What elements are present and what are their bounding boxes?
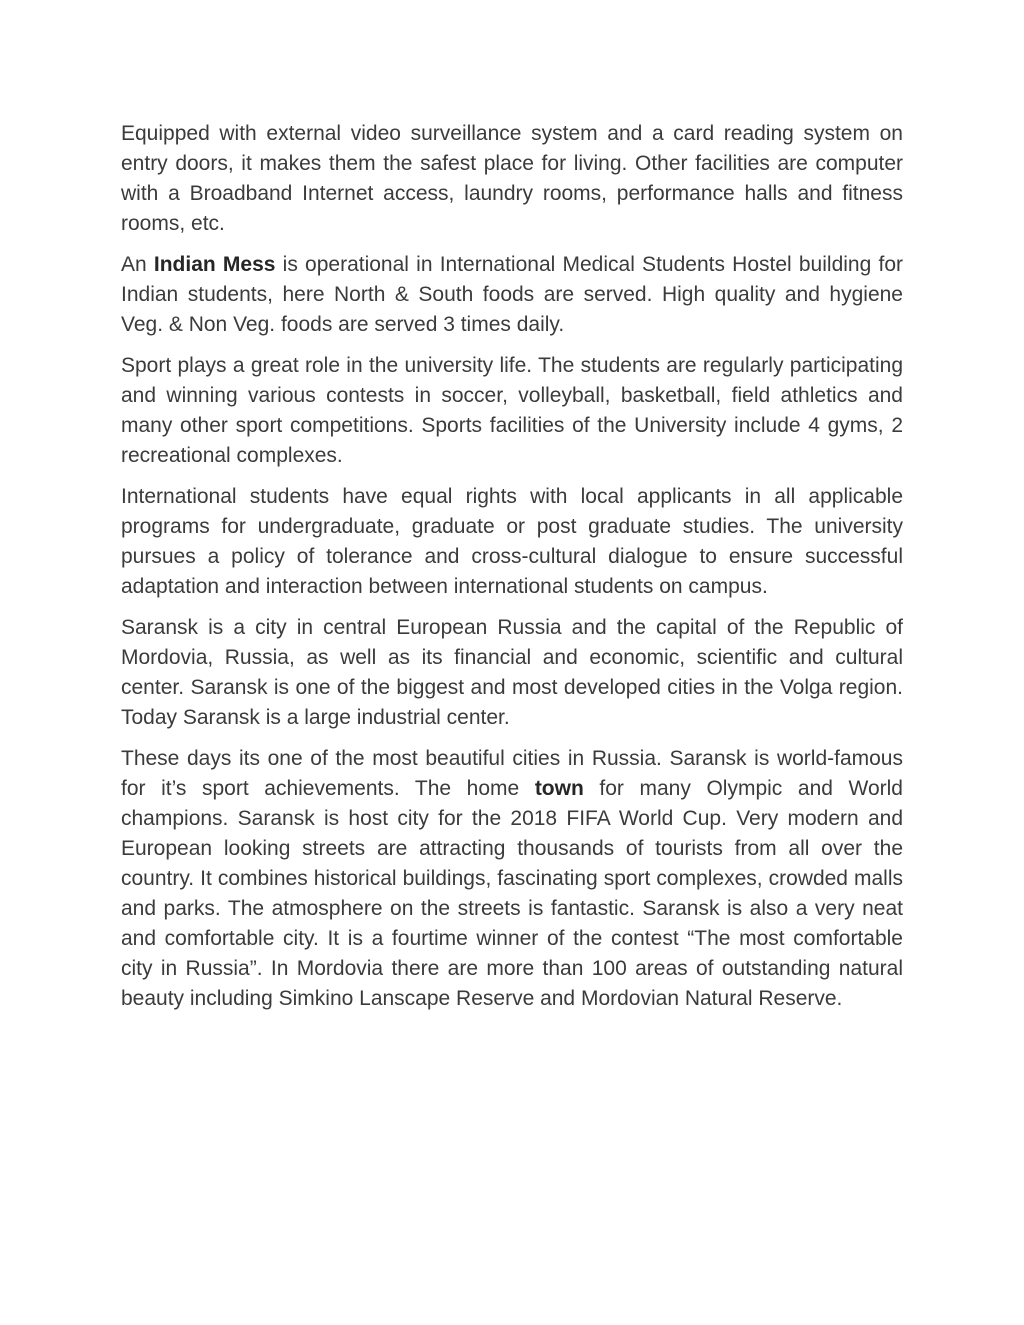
paragraph-indian-mess-body: is operational in International Medical Students Hostel building for Indian students, here North & South foods are served. High quality and hygiene Veg. & Non Veg. foods are served 3 times daily. [121,253,903,336]
paragraph-saransk-beauty-intro: These days its one of the most beautiful cities in Russia. Saransk is world-famous for it’s sport achievements. The home [121,747,903,800]
paragraph-indian-mess-intro: An [121,253,154,276]
paragraph-saransk-city: Saransk is a city in central European Russia and the capital of the Republic of Mordovia, Russia, as well as its financial and economic, scientific and cultural center. Saransk is one of the biggest and most developed cities in the Volga region. Today Saransk is a large industrial center. [121,616,903,729]
paragraph-indian-mess [121,250,903,340]
indian-mess-emphasis: Indian Mess [153,253,276,276]
paragraph-international-students: International students have equal rights with local applicants in all applicable programs for undergraduate, graduate or post graduate studies. The university pursues a policy of tolerance and cross-cultural dialogue to ensure successful adaptation and interaction between international students on campus. [121,485,903,598]
town-emphasis: town [534,777,584,800]
paragraph-facilities: Equipped with external video surveillance system and a card reading system on entry doors, it makes them the safest place for living. Other facilities are computer with a Broadband Internet access, laundry rooms, performance halls and fitness rooms, etc. [121,122,903,235]
paragraph-sport: Sport plays a great role in the university life. The students are regularly participating and winning various contests in soccer, volleyball, basketball, field athletics and many other sport competitions. Sports facilities of the University include 4 gyms, 2 recreational complexes. [121,354,903,467]
document-page [121,119,903,1025]
paragraph-saransk-beauty-body: for many Olympic and World champions. Saransk is host city for the 2018 FIFA World Cup. Very modern and European looking streets are attracting thousands of tourists from all over the country. It combines historical buildings, fascinating sport complexes, crowded malls and parks. The atmosphere on the streets is fantastic. Saransk is also a very neat and comfortable city. It is a fourtime winner of the contest “The most comfortable city in Russia”. In Mordovia there are more than 100 areas of outstanding natural beauty including Simkino Lanscape Reserve and Mordovian Natural Reserve. [121,777,903,1010]
paragraph-saransk-beauty [121,744,903,1014]
